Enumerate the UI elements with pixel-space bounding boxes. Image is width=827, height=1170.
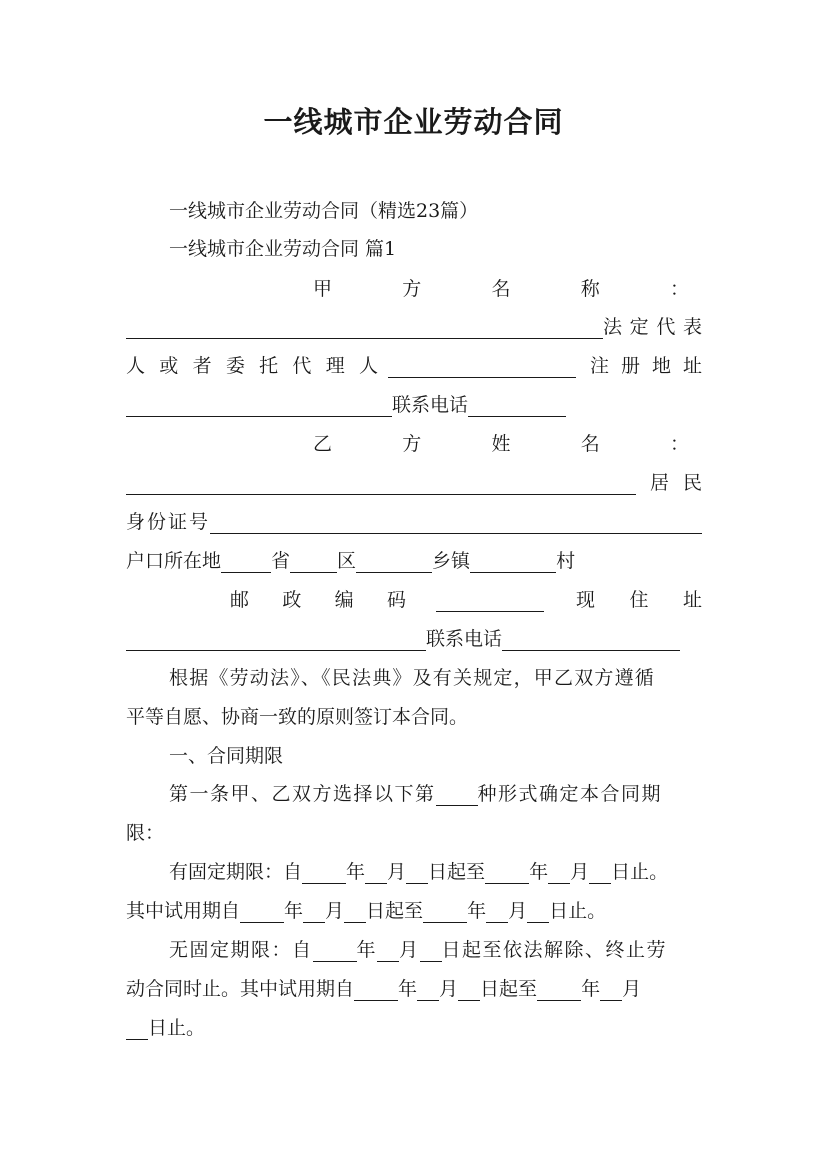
legal-rep-label: 法 定 代 表 bbox=[603, 316, 702, 338]
clause-1-text-c: 限： bbox=[126, 822, 165, 844]
fixed-term-row bbox=[169, 854, 702, 890]
day-from-label: 日起至 bbox=[428, 861, 486, 883]
unfixed-start-day-blank[interactable] bbox=[420, 937, 442, 962]
month-label: 月 bbox=[399, 939, 420, 961]
party-b-phone-label: 联系电话 bbox=[426, 628, 503, 650]
year-label: 年 bbox=[356, 939, 378, 961]
basis-line-2: 平等自愿、协商一致的原则签订本合同。 bbox=[126, 706, 469, 728]
fixed-end-year-blank[interactable] bbox=[485, 859, 529, 884]
fixed-start-month-blank[interactable] bbox=[365, 859, 387, 884]
intro-line: 一线城市企业劳动合同（精选23篇） bbox=[169, 200, 479, 222]
day-end-label: 日止。 bbox=[549, 900, 607, 922]
postcode-row bbox=[230, 582, 702, 618]
unfixed-probation-end-year-blank[interactable] bbox=[537, 976, 581, 1001]
fixed-end-day-blank[interactable] bbox=[589, 859, 611, 884]
id-number-label: 身份证号 bbox=[126, 511, 211, 533]
town-label: 乡镇 bbox=[432, 550, 471, 572]
unfixed-probation-start-month-blank[interactable] bbox=[417, 976, 439, 1001]
legal-rep-row bbox=[126, 348, 702, 384]
unfixed-start-month-blank[interactable] bbox=[377, 937, 399, 962]
current-address-blank[interactable] bbox=[126, 626, 426, 651]
village-blank[interactable] bbox=[470, 548, 556, 573]
fixed-start-year-blank[interactable] bbox=[302, 859, 346, 884]
month-label: 月 bbox=[622, 978, 642, 1000]
fixed-term-label: 有固定期限：自 bbox=[169, 861, 303, 883]
party-a-address-row bbox=[126, 387, 702, 423]
unfixed-probation-end-month-blank[interactable] bbox=[600, 976, 622, 1001]
unfixed-probation-row bbox=[126, 971, 702, 1007]
resident-label: 居 民 bbox=[650, 472, 702, 494]
unfixed-day-from-label: 日起至依法解除、终止劳 bbox=[441, 939, 668, 961]
party-a-name-blank[interactable] bbox=[126, 314, 603, 339]
party-b-name-blank[interactable] bbox=[126, 470, 636, 495]
basis-line-1: 根据《劳动法》、《民法典》及有关规定，甲乙双方遵循 bbox=[169, 667, 656, 689]
party-b-name-field-row bbox=[126, 465, 702, 501]
party-b-address-row bbox=[126, 621, 702, 657]
year-label: 年 bbox=[529, 861, 549, 883]
town-blank[interactable] bbox=[356, 548, 432, 573]
postcode-label: 邮 政 编 码 bbox=[230, 589, 406, 611]
month-label: 月 bbox=[325, 900, 345, 922]
probation-start-day-blank[interactable] bbox=[344, 898, 366, 923]
unfixed-probation-start-day-blank[interactable] bbox=[458, 976, 480, 1001]
probation-start-year-blank[interactable] bbox=[240, 898, 284, 923]
probation-end-month-blank[interactable] bbox=[486, 898, 508, 923]
unfixed-term-row bbox=[169, 932, 702, 968]
clause-1-text-a: 第一条甲、乙双方选择以下第 bbox=[169, 783, 436, 805]
province-blank[interactable] bbox=[221, 548, 271, 573]
district-blank[interactable] bbox=[290, 548, 337, 573]
district-label: 区 bbox=[337, 550, 357, 572]
id-number-row bbox=[126, 504, 702, 540]
year-label: 年 bbox=[398, 978, 418, 1000]
party-b-phone-blank[interactable] bbox=[502, 626, 680, 651]
fixed-probation-label: 其中试用期自 bbox=[126, 900, 241, 922]
legal-rep-label-2: 人 或 者 委 托 代 理 人 bbox=[126, 355, 378, 377]
fixed-start-day-blank[interactable] bbox=[406, 859, 428, 884]
party-b-name-label: 乙 方 姓 名 ： bbox=[313, 433, 689, 455]
party-a-phone-blank[interactable] bbox=[468, 392, 566, 417]
unfixed-end-row bbox=[126, 1010, 702, 1046]
party-a-name-label: 甲 方 名 称 ： bbox=[313, 278, 689, 300]
article-heading: 一线城市企业劳动合同 篇1 bbox=[169, 238, 397, 260]
party-a-name-field-row bbox=[126, 309, 702, 345]
year-label: 年 bbox=[467, 900, 487, 922]
probation-start-month-blank[interactable] bbox=[303, 898, 325, 923]
province-label: 省 bbox=[271, 550, 291, 572]
month-label: 月 bbox=[387, 861, 407, 883]
registered-address-blank[interactable] bbox=[126, 392, 392, 417]
contract-type-blank[interactable] bbox=[436, 781, 478, 806]
month-label: 月 bbox=[570, 861, 590, 883]
day-from-label: 日起至 bbox=[480, 978, 538, 1000]
day-end-label: 日止。 bbox=[148, 1017, 206, 1039]
unfixed-probation-end-day-blank[interactable] bbox=[126, 1015, 148, 1040]
unfixed-line-2: 动合同时止。其中试用期自 bbox=[126, 978, 355, 1000]
legal-rep-blank[interactable] bbox=[388, 353, 576, 378]
year-label: 年 bbox=[284, 900, 304, 922]
day-end-label: 日止。 bbox=[611, 861, 669, 883]
id-number-blank[interactable] bbox=[210, 509, 702, 534]
unfixed-start-year-blank[interactable] bbox=[313, 937, 357, 962]
fixed-probation-row bbox=[126, 893, 702, 929]
hukou-row bbox=[126, 543, 702, 579]
party-a-phone-label: 联系电话 bbox=[392, 394, 469, 416]
village-label: 村 bbox=[556, 550, 576, 572]
unfixed-term-label: 无固定期限：自 bbox=[169, 939, 313, 961]
probation-end-day-blank[interactable] bbox=[527, 898, 549, 923]
month-label: 月 bbox=[508, 900, 528, 922]
month-label: 月 bbox=[439, 978, 459, 1000]
document-title: 一线城市企业劳动合同 bbox=[263, 105, 564, 139]
postcode-blank[interactable] bbox=[436, 587, 544, 612]
clause-1-row bbox=[169, 776, 702, 812]
hukou-label: 户口所在地 bbox=[126, 550, 222, 572]
clause-1-text-b: 种形式确定本合同期 bbox=[477, 783, 663, 805]
year-label: 年 bbox=[346, 861, 366, 883]
fixed-end-month-blank[interactable] bbox=[548, 859, 570, 884]
unfixed-probation-start-year-blank[interactable] bbox=[354, 976, 398, 1001]
section-1-heading: 一、合同期限 bbox=[169, 745, 284, 767]
registered-address-label: 注 册 地 址 bbox=[590, 355, 702, 377]
probation-end-year-blank[interactable] bbox=[423, 898, 467, 923]
current-address-label: 现 住 址 bbox=[576, 589, 702, 611]
day-from-label: 日起至 bbox=[366, 900, 424, 922]
year-label: 年 bbox=[581, 978, 601, 1000]
